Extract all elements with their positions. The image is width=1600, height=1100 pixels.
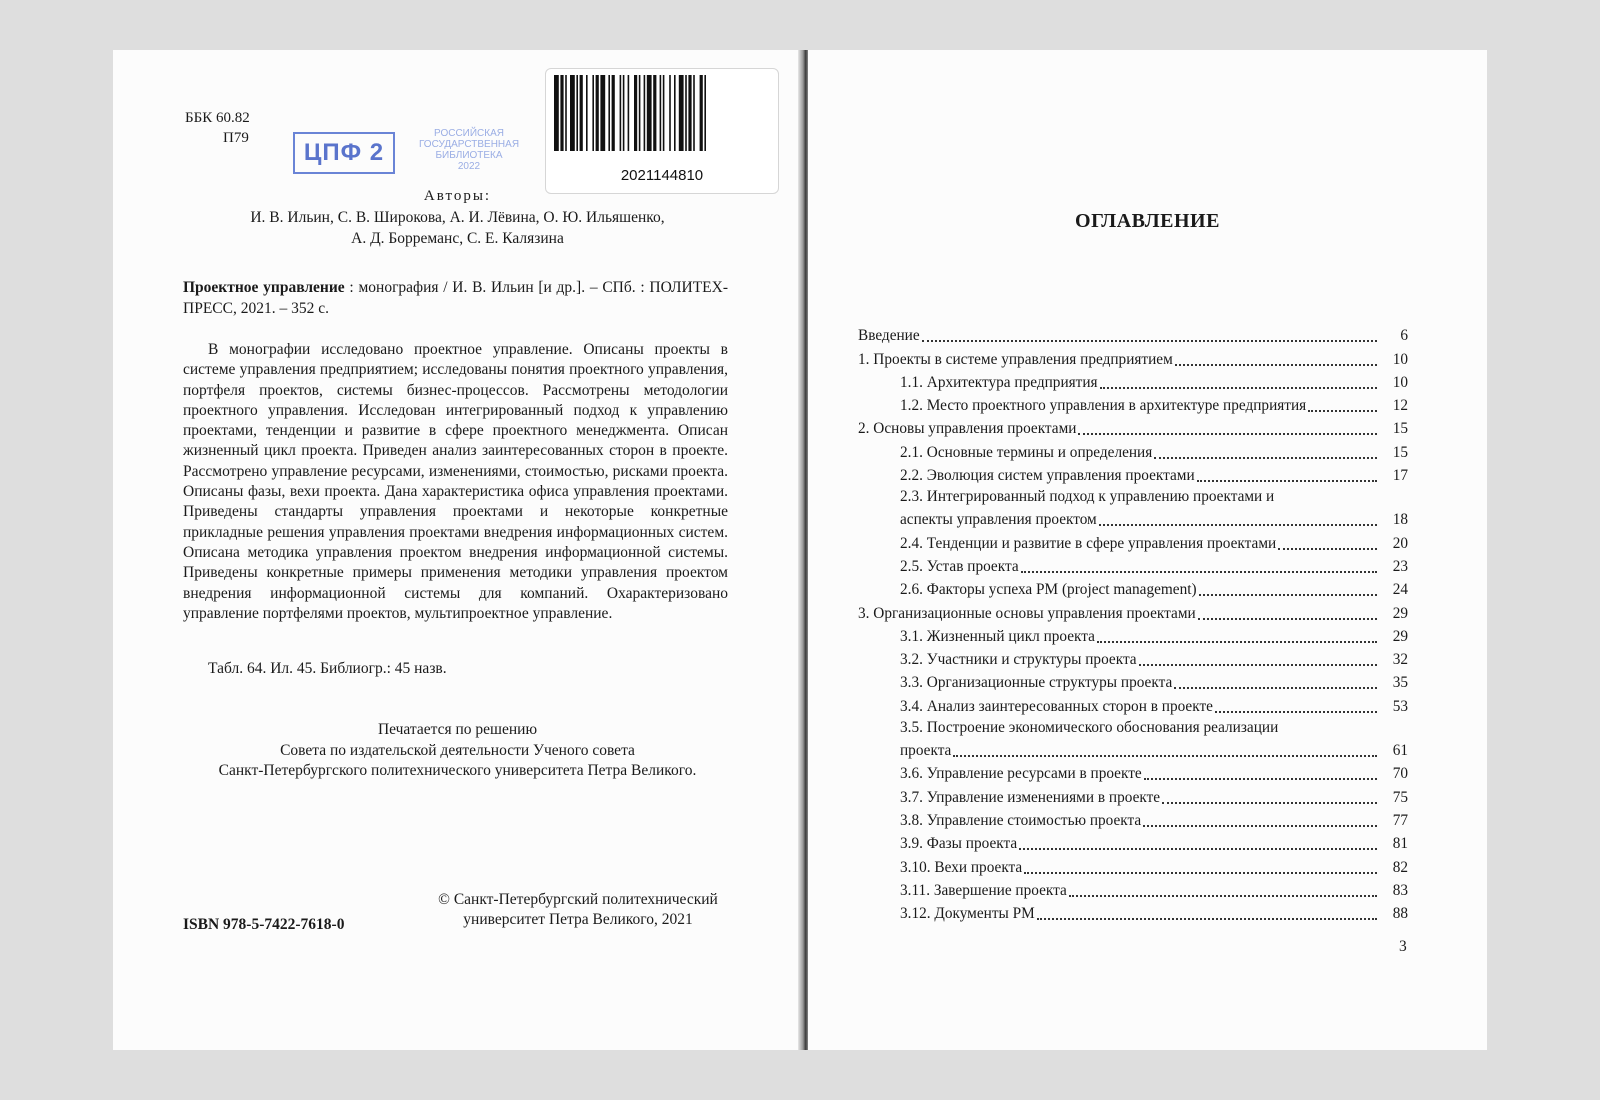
toc-entry-label: 1.1. Архитектура предприятия (900, 373, 1098, 391)
toc-entry-label: 2.5. Устав проекта (900, 557, 1019, 575)
toc-entry-page: 12 (1392, 397, 1408, 415)
toc-entry-page: 81 (1392, 835, 1408, 853)
toc-entry-label: 3.9. Фазы проекта (900, 835, 1018, 853)
toc-entry-page: 24 (1392, 581, 1408, 599)
authors-list (213, 208, 702, 249)
toc-entry (858, 646, 1408, 669)
tables-illustrations-info: Табл. 64. Ил. 45. Библиогр.: 45 назв. (208, 660, 447, 677)
toc-entry-label: 3.11. Завершение проекта (900, 881, 1067, 899)
toc-entry (858, 900, 1408, 923)
toc-entry-label: 3.1. Жизненный цикл проекта (900, 627, 1095, 645)
toc-entry-page: 35 (1392, 674, 1408, 692)
toc-entry (858, 462, 1408, 485)
toc-leader-dots (1078, 429, 1377, 435)
book-spread (113, 50, 1487, 1050)
toc-entry-line (858, 716, 1408, 737)
toc-entry-page: 15 (1392, 443, 1408, 461)
toc-entry (858, 599, 1408, 622)
toc-entry (858, 830, 1408, 853)
toc-entry-label: 3.12. Документы PM (900, 905, 1035, 923)
toc-entry-page: 6 (1400, 327, 1408, 345)
toc-entry (858, 669, 1408, 692)
toc-entry (858, 737, 1408, 760)
toc-entry-label: 3.3. Организационные структуры проекта (900, 674, 1173, 692)
toc-entry-page: 77 (1392, 811, 1408, 829)
toc-entry (858, 576, 1408, 599)
toc-entry-page: 17 (1392, 467, 1408, 485)
toc-entry-page: 10 (1392, 373, 1408, 391)
toc-leader-dots (1278, 544, 1377, 550)
toc-entry-page: 75 (1392, 788, 1408, 806)
toc-leader-dots (1024, 868, 1377, 874)
toc-entry-label: 2.1. Основные термины и определения (900, 443, 1153, 461)
toc-entry-page: 83 (1392, 881, 1408, 899)
bibliographic-record (183, 278, 728, 319)
toc-entry (858, 345, 1408, 368)
toc-leader-dots (1139, 660, 1377, 666)
authors-heading: Авторы: (423, 188, 492, 204)
toc-entry-page: 29 (1392, 627, 1408, 645)
copyright-line: © Санкт-Петербургский политехнический (438, 891, 718, 908)
toc-leader-dots (1199, 590, 1377, 596)
stamp-cpf: ЦПФ 2 (293, 132, 395, 174)
toc-entry-label: 3.7. Управление изменениями в проекте (900, 788, 1161, 806)
toc-entry-label: 2. Основы управления проектами (858, 420, 1077, 438)
toc-entry-label: 2.4. Тенденции и развитие в сфере управления проектами (900, 534, 1277, 552)
publishing-decision-line: Совета по издательской деятельности Ученого совета (280, 741, 635, 759)
toc-entry (858, 322, 1408, 345)
toc-entry-label: 3.10. Вехи проекта (900, 858, 1023, 876)
toc-entry (858, 760, 1408, 783)
toc-leader-dots (1143, 821, 1377, 827)
toc-entry-label: 2.3. Интегрированный подход к управлению проектами и (900, 488, 1275, 506)
toc-entry-page: 32 (1392, 651, 1408, 669)
toc-entry-label: 2.6. Факторы успеха PM (project management) (900, 581, 1197, 599)
toc-entry-line (858, 485, 1408, 506)
toc-entry-page: 10 (1392, 350, 1408, 368)
toc-entry-label: 3.2. Участники и структуры проекта (900, 651, 1137, 669)
toc-entry-page: 61 (1392, 742, 1408, 760)
toc-entry-label: 1. Проекты в системе управления предприятием (858, 350, 1173, 368)
toc-entry (858, 623, 1408, 646)
toc-entry (858, 853, 1408, 876)
toc-leader-dots (1215, 707, 1377, 713)
copyright (413, 890, 743, 930)
toc-entry-label: Введение (858, 327, 920, 345)
toc-leader-dots (1162, 798, 1377, 804)
toc-entry-label: 3.5. Построение экономического обоснования реализации (900, 718, 1279, 736)
toc-leader-dots (1099, 520, 1377, 526)
left-page (113, 50, 802, 1050)
toc-leader-dots (1037, 914, 1377, 920)
toc-entry-label: 3.4. Анализ заинтересованных сторон в проекте (900, 697, 1213, 715)
isbn: ISBN 978-5-7422-7618-0 (183, 916, 345, 933)
toc-entry (858, 415, 1408, 438)
toc-leader-dots (1174, 683, 1377, 689)
toc-entry-page: 15 (1392, 420, 1408, 438)
toc-entry-label: проекта (900, 742, 952, 760)
page-number: 3 (1399, 938, 1407, 955)
toc-entry (858, 369, 1408, 392)
library-stamp-line: РОССИЙСКАЯ (434, 128, 504, 139)
toc-entry (858, 506, 1408, 529)
toc-entry (858, 807, 1408, 830)
toc-entry-page: 18 (1392, 511, 1408, 529)
toc-entry-label: 2.2. Эволюция систем управления проектами (900, 467, 1195, 485)
toc-entry (858, 877, 1408, 900)
toc-entry (858, 783, 1408, 806)
toc-entry-page: 88 (1392, 905, 1408, 923)
toc-entry (858, 692, 1408, 715)
toc-leader-dots (1175, 360, 1377, 366)
toc-leader-dots (1097, 637, 1377, 643)
library-code-author: П79 (223, 130, 249, 146)
toc-leader-dots (922, 336, 1377, 342)
abstract: В монографии исследовано проектное управление. Описаны проекты в системе управления предприятием; исследованы понятия проектного управления, портфеля проектов, системы бизнес-процессов. Рассмотрены методологии проектного управления. Исследован интегрированный подход к управлению проектами, тенденции и развитие в сфере проектного менеджмента. Описан жизненный цикл проекта. Приведен анализ заинтересованных сторон в проекте. Рассмотрено управление ресурсами, изменениями, стоимостью, рисками проекта. Описаны фазы, вехи проекта. Дана характеристика офиса управления проектами. Приведены стандарты управления проектами и некоторые конкретные прикладные решения управления проектами внедрения информационных систем. Описана методика управления проектом внедрения информационной системы. Приведены конкретные примеры применения методики управления проектом внедрения информационной системы для компаний. Охарактеризовано управление портфелями проектов, мультипроектное управление. (183, 341, 728, 622)
publishing-decision-line: Печатается по решению (377, 721, 538, 738)
toc-leader-dots (1308, 406, 1377, 412)
toc-entry-page: 82 (1392, 858, 1408, 876)
toc-entry-page: 20 (1392, 534, 1408, 552)
toc-title: ОГЛАВЛЕНИЕ (1075, 210, 1220, 232)
library-stamp (416, 128, 522, 172)
toc-entry-label: аспекты управления проектом (900, 511, 1097, 529)
library-stamp-line: ГОСУДАРСТВЕННАЯ (418, 139, 520, 150)
publishing-decision (113, 720, 802, 782)
toc-leader-dots (1197, 476, 1377, 482)
toc-entry-label: 1.2. Место проектного управления в архитектуре предприятия (900, 397, 1307, 415)
toc-entry-label: 3.6. Управление ресурсами в проекте (900, 765, 1142, 783)
authors-line: А. Д. Борреманс, С. Е. Калязина (351, 229, 564, 247)
toc-leader-dots (1069, 891, 1377, 897)
barcode-icon (554, 73, 770, 167)
toc-entry (858, 553, 1408, 576)
toc-entry (858, 529, 1408, 552)
toc-entry-label: 3.8. Управление стоимостью проекта (900, 811, 1142, 829)
toc-leader-dots (1198, 614, 1377, 620)
toc-entry-page: 53 (1392, 697, 1408, 715)
toc-entry-page: 29 (1392, 604, 1408, 622)
toc-leader-dots (1100, 383, 1377, 389)
toc-leader-dots (1021, 567, 1377, 573)
library-stamp-line: БИБЛИОТЕКА (435, 150, 503, 161)
toc-leader-dots (953, 751, 1377, 757)
toc-entry-label: 3. Организационные основы управления проектами (858, 604, 1196, 622)
copyright-line: университет Петра Великого, 2021 (463, 911, 693, 928)
library-stamp-line: 2022 (457, 161, 481, 172)
library-code-bbk: ББК 60.82 (185, 110, 250, 126)
publishing-decision-line: Санкт-Петербургского политехнического университета Петра Великого. (218, 762, 697, 779)
barcode-label (545, 68, 779, 194)
bibliographic-details: : монография / И. В. Ильин [и др.]. – СПб. : ПОЛИТЕХ-ПРЕСС, 2021. – 352 с. (183, 279, 728, 317)
toc-leader-dots (1019, 844, 1377, 850)
table-of-contents (858, 322, 1408, 923)
toc-leader-dots (1144, 774, 1377, 780)
right-page (808, 50, 1487, 1050)
toc-entry-page: 23 (1392, 557, 1408, 575)
toc-entry-page: 70 (1392, 765, 1408, 783)
toc-entry (858, 392, 1408, 415)
toc-leader-dots (1154, 453, 1377, 459)
toc-entry (858, 438, 1408, 461)
barcode-number: 2021144810 (620, 167, 704, 184)
authors-line: И. В. Ильин, С. В. Широкова, А. И. Лёвина, О. Ю. Ильяшенко, (250, 209, 665, 226)
book-title: Проектное управление (183, 279, 345, 296)
